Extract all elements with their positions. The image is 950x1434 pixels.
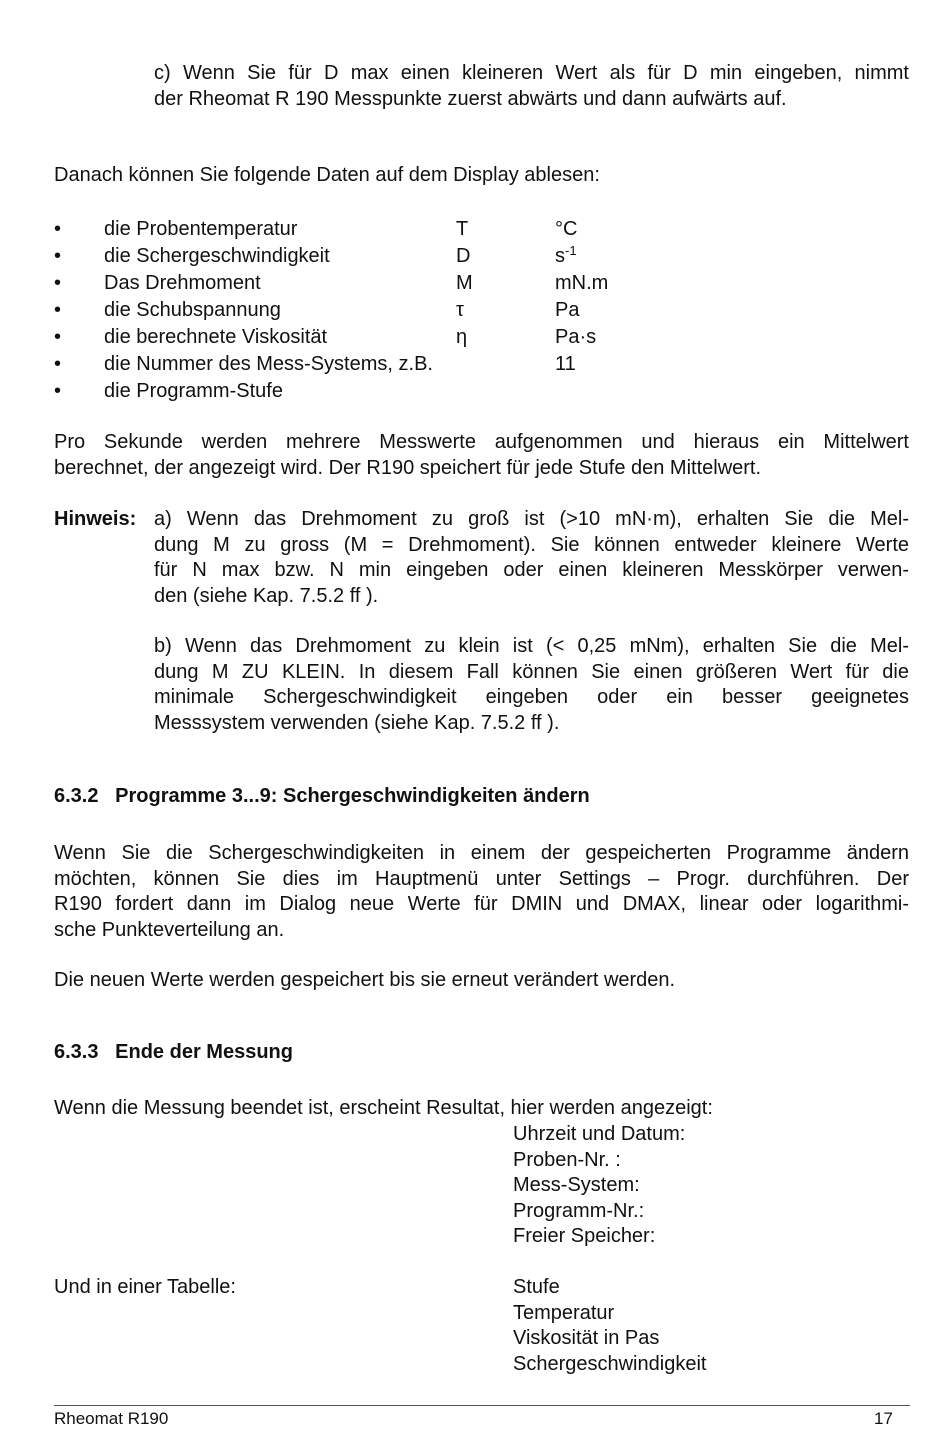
hinweis-line: dung M ZU KLEIN. In diesem Fall können Sie einen größeren Wert für die bbox=[154, 660, 909, 683]
hinweis-label: Hinweis: bbox=[54, 508, 137, 530]
list-item bbox=[54, 297, 654, 324]
bullet-icon: • bbox=[54, 326, 62, 348]
hinweis-line: den (siehe Kap. 7.5.2 ff ). bbox=[154, 584, 379, 607]
unit-text: 11 bbox=[555, 353, 576, 375]
unit-text: mN.m bbox=[555, 272, 609, 294]
list-item-symbol: T bbox=[456, 218, 469, 240]
para-line: Pro Sekunde werden mehrere Messwerte aufgenommen und hieraus ein Mittelwert bbox=[54, 431, 909, 453]
display-intro: Danach können Sie folgende Daten auf dem Display ablesen: bbox=[54, 164, 600, 186]
section-633-intro: Wenn die Messung beendet ist, erscheint Resultat, hier werden angezeigt: bbox=[54, 1097, 713, 1119]
hinweis-a bbox=[154, 507, 909, 609]
list-item: Programm-Nr.: bbox=[513, 1199, 645, 1222]
list-item-symbol: τ bbox=[456, 299, 464, 321]
list-item-symbol: D bbox=[456, 245, 471, 267]
bullet-icon: • bbox=[54, 245, 62, 267]
list-item-unit bbox=[555, 324, 596, 351]
display-data-list bbox=[54, 216, 654, 405]
table-items-list bbox=[513, 1275, 706, 1377]
list-item: Mess-System: bbox=[513, 1174, 640, 1196]
list-item: Proben-Nr. : bbox=[513, 1148, 621, 1171]
para-c bbox=[154, 61, 909, 112]
list-item-unit bbox=[555, 297, 579, 324]
list-item: Viskosität in Pas bbox=[513, 1327, 660, 1349]
list-item-unit bbox=[555, 270, 608, 297]
bullet-icon: • bbox=[54, 299, 62, 321]
list-item-unit bbox=[555, 216, 577, 243]
para-line: Wenn Sie die Schergeschwindigkeiten in einem der gespeicherten Programme ändern bbox=[54, 842, 909, 864]
list-item-label: die Programm-Stufe bbox=[104, 380, 283, 402]
para-mittelwert bbox=[54, 430, 909, 481]
list-item-label: die berechnete Viskosität bbox=[104, 326, 328, 348]
hinweis-line: a) Wenn das Drehmoment zu groß ist (>10 mN·m), erhalten Sie die Mel- bbox=[154, 508, 909, 530]
list-item bbox=[54, 270, 654, 297]
para-line: R190 fordert dann im Dialog neue Werte für DMIN und DMAX, linear oder logarithmi- bbox=[54, 893, 909, 915]
para-c-line: der Rheomat R 190 Messpunkte zuerst abwärts und dann aufwärts auf. bbox=[154, 87, 787, 110]
hinweis-line: minimale Schergeschwindigkeit eingeben oder ein besser geeignetes bbox=[154, 686, 909, 708]
list-item bbox=[54, 324, 654, 351]
list-item-unit bbox=[555, 351, 576, 378]
hinweis-line: b) Wenn das Drehmoment zu klein ist (< 0,25 mNm), erhalten Sie die Mel- bbox=[154, 635, 909, 657]
list-item-label: die Schubspannung bbox=[104, 299, 281, 321]
footer-title: Rheomat R190 bbox=[54, 1409, 169, 1428]
hinweis-line: für N max bzw. N min eingeben oder einen kleineren Messkörper verwen- bbox=[154, 559, 909, 581]
list-item: Stufe bbox=[513, 1276, 560, 1298]
result-items-list bbox=[513, 1122, 685, 1250]
para-line: berechnet, der angezeigt wird. Der R190 speichert für jede Stufe den Mittelwert. bbox=[54, 456, 762, 479]
list-item-unit bbox=[555, 243, 577, 270]
para-c-line: c) Wenn Sie für D max einen kleineren Wert als für D min eingeben, nimmt bbox=[154, 62, 909, 84]
hinweis-line: Messsystem verwenden (siehe Kap. 7.5.2 ff ). bbox=[154, 711, 560, 734]
section-633-heading: 6.3.3 Ende der Messung bbox=[54, 1041, 293, 1063]
list-item bbox=[54, 351, 654, 378]
bullet-icon: • bbox=[54, 218, 62, 240]
bullet-icon: • bbox=[54, 353, 62, 375]
bullet-icon: • bbox=[54, 380, 62, 402]
list-item-label: die Probentemperatur bbox=[104, 218, 298, 240]
para-line: sche Punkteverteilung an. bbox=[54, 918, 285, 941]
unit-text: Pa bbox=[555, 299, 580, 321]
unit-text: °C bbox=[555, 218, 578, 240]
list-item: Freier Speicher: bbox=[513, 1225, 656, 1247]
list-item bbox=[54, 243, 654, 270]
unit-text: s bbox=[555, 245, 565, 267]
para-line: möchten, können Sie dies im Hauptmenü unter Settings – Progr. durchführen. Der bbox=[54, 867, 909, 890]
section-632-para bbox=[54, 841, 909, 943]
table-label: Und in einer Tabelle: bbox=[54, 1276, 236, 1298]
list-item-label: die Schergeschwindigkeit bbox=[104, 245, 330, 267]
list-item: Temperatur bbox=[513, 1301, 615, 1324]
list-item-label: die Nummer des Mess-Systems, z.B. bbox=[104, 353, 433, 375]
list-item bbox=[54, 378, 654, 405]
unit-exponent: -1 bbox=[565, 243, 577, 258]
hinweis-line: dung M zu gross (M = Drehmoment). Sie können entweder kleinere Werte bbox=[154, 533, 909, 556]
section-632-para2: Die neuen Werte werden gespeichert bis sie erneut verändert werden. bbox=[54, 969, 676, 991]
bullet-icon: • bbox=[54, 272, 62, 294]
section-632-heading: 6.3.2 Programme 3...9: Schergeschwindigkeiten ändern bbox=[54, 785, 590, 807]
footer-divider bbox=[54, 1405, 910, 1406]
list-item-symbol: η bbox=[456, 326, 468, 348]
unit-text: Pa·s bbox=[555, 326, 597, 348]
list-item bbox=[54, 216, 654, 243]
list-item-label: Das Drehmoment bbox=[104, 272, 261, 294]
list-item: Schergeschwindigkeit bbox=[513, 1352, 707, 1375]
page-number: 17 bbox=[874, 1409, 893, 1428]
hinweis-b bbox=[154, 634, 909, 736]
list-item: Uhrzeit und Datum: bbox=[513, 1123, 686, 1145]
list-item-symbol: M bbox=[456, 272, 473, 294]
